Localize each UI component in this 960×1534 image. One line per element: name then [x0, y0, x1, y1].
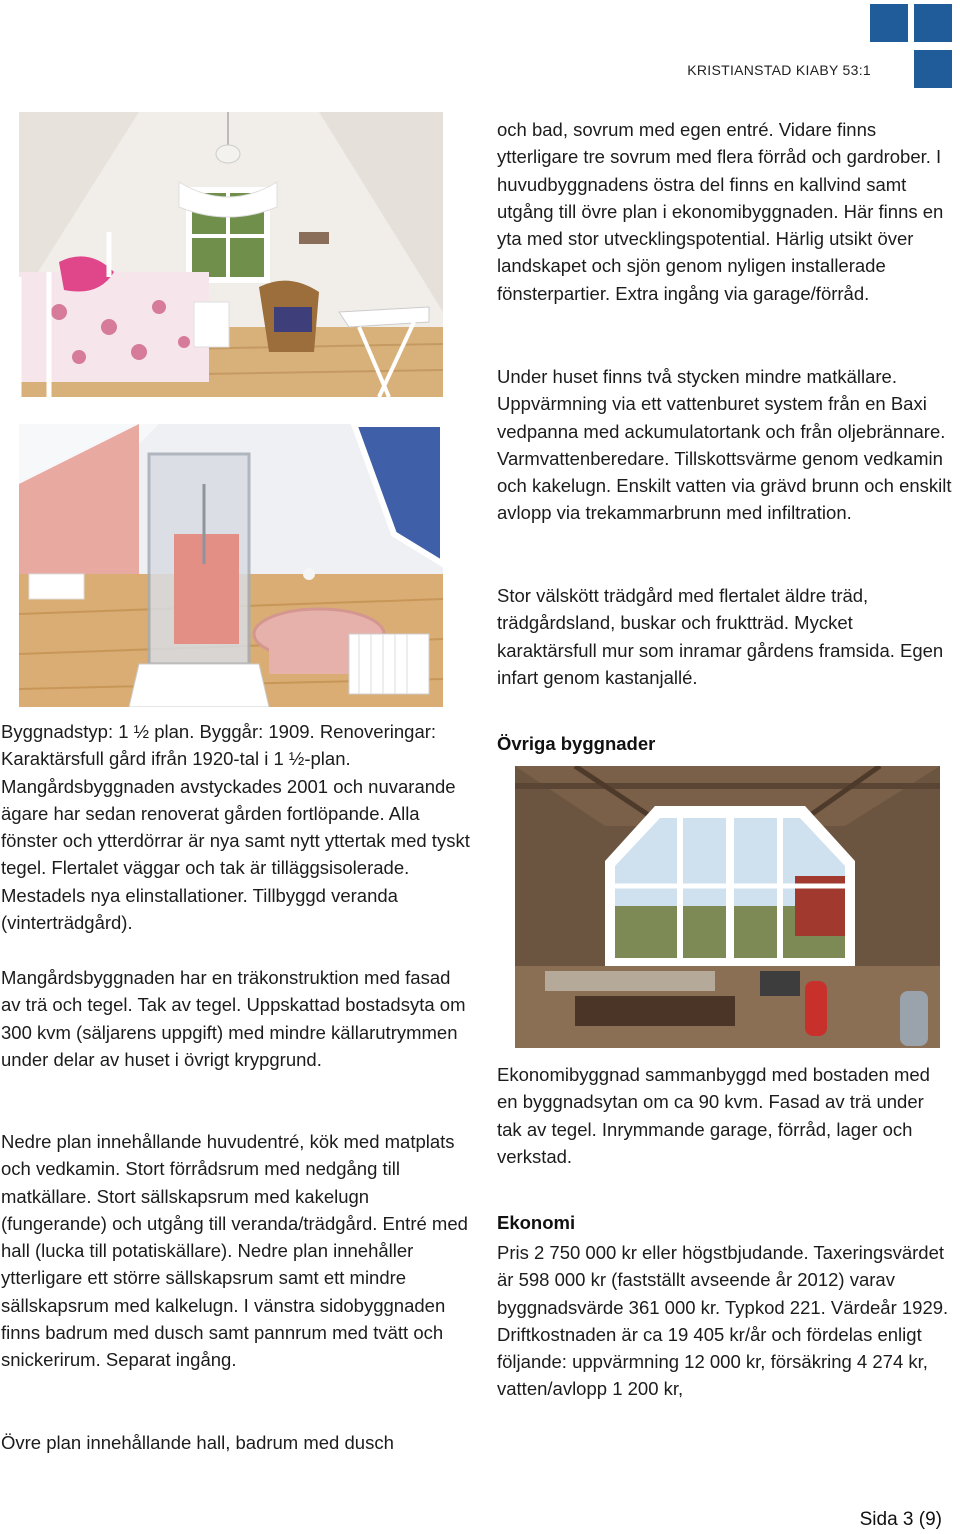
page-number: Sida 3 (9)	[859, 1509, 942, 1530]
barn-window-photo	[515, 766, 940, 1048]
heading-other-buildings: Övriga byggnader	[497, 733, 656, 754]
left-paragraph-building-type: Byggnadstyp: 1 ½ plan. Byggår: 1909. Renoveringar: Karaktärsfull gård ifrån 1920-tal i 1 ½-plan. Mangårdsbyggnaden avstyckades 2001 och nuvarande ägare har sedan renoverat gården fortlöpande. Alla fönster och ytterdörrar är nya samt nytt yttertak med tyskt tegel. Flertalet väggar och tak är tilläggsisolerade. Mestadels nya elinstallationer. Tillbyggd veranda (vinterträdgård).	[1, 721, 470, 934]
left-paragraph-upper-floor: Övre plan innehållande hall, badrum med dusch	[1, 1432, 394, 1453]
left-paragraph-construction: Mangårdsbyggnaden har en träkonstruktion med fasad av trä och tegel. Tak av tegel. Uppskattad bostadsyta om 300 kvm (säljarens uppgift) med mindre källarutrymmen under delar av huset i övrigt krypgrund.	[1, 967, 466, 1070]
property-title: KRISTIANSTAD KIABY 53:1	[687, 62, 871, 78]
bathroom-photo	[19, 424, 443, 707]
logo-square	[914, 50, 952, 88]
barn-window-photo-icon	[515, 766, 940, 1048]
right-paragraph-upper-floor: och bad, sovrum med egen entré. Vidare finns ytterligare tre sovrum med flera förråd och gardrober. I huvudbyggnadens östra del finns en kallvind samt utgång till övre plan i ekonomibyggnaden. Här finns en yta med stor utvecklingspotential. Härlig utsikt över landskapet och sjön genom nyligen installerade fönsterpartier. Extra ingång via garage/förråd.	[497, 119, 944, 304]
bedroom-photo	[19, 112, 443, 397]
bathroom-photo-icon	[19, 424, 443, 707]
logo-square	[914, 4, 952, 42]
brand-logo	[870, 4, 958, 92]
right-paragraph-heating: Under huset finns två stycken mindre matkällare. Uppvärmning via ett vattenburet system från en Baxi vedpanna med ackumulatortank och från oljebrännare. Varmvattenberedare. Tillskottsvärme genom vedkamin och kakelugn. Enskilt vatten via grävd brunn och enskilt avlopp via trekammarbrunn med infiltration.	[497, 366, 952, 524]
right-paragraph-outbuilding: Ekonomibyggnad sammanbyggd med bostaden med en byggnadsytan om ca 90 kvm. Fasad av trä under tak av tegel. Inrymmande garage, förråd, lager och verkstad.	[497, 1064, 930, 1167]
logo-square	[870, 4, 908, 42]
bedroom-photo-icon	[19, 112, 443, 397]
right-paragraph-garden: Stor välskött trädgård med flertalet äldre träd, trädgårdsland, buskar och fruktträd. Mycket karaktärsfull mur som inramar gårdens framsida. Egen infart genom kastanjallé.	[497, 585, 944, 688]
heading-economy: Ekonomi	[497, 1212, 576, 1233]
left-paragraph-lower-floor: Nedre plan innehållande huvudentré, kök med matplats och vedkamin. Stort förrådsrum med nedgång till matkällare. Stort sällskapsrum med kakelugn (fungerande) och utgång till veranda/trädgård. Entré med hall (lucka till potatiskällare). Nedre plan innehåller ytterligare ett större sällskapsrum samt ett mindre sällskapsrum med kalkelugn. I vänstra sidobyggnaden finns badrum med dusch samt pannrum med tvätt och snickerirum. Separat ingång.	[1, 1131, 468, 1371]
right-paragraph-economy: Pris 2 750 000 kr eller högstbjudande. Taxeringsvärdet är 598 000 kr (fastställt avseende år 2012) varav byggnadsvärde 361 000 kr. Typkod 221. Värdeår 1929. Driftkostnaden är ca 19 405 kr/år och fördelas enligt följande: uppvärmning 12 000 kr, försäkring 4 274 kr, vatten/avlopp 1 200 kr,	[497, 1242, 949, 1400]
